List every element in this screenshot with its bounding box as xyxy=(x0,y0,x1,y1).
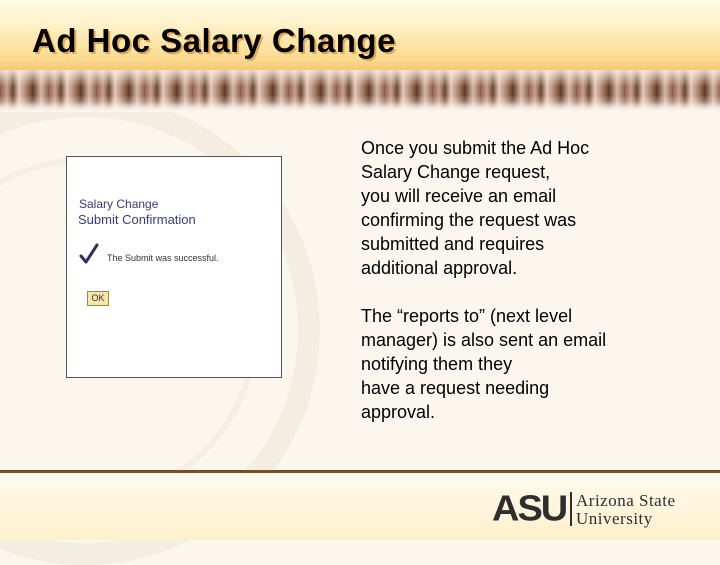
asu-logo-wordmark xyxy=(576,492,676,528)
body-paragraph-manager-notification: The “reports to” (next level manager) is also sent an email notifying them they have a request needing approval. xyxy=(361,306,607,422)
checkmark-icon xyxy=(79,243,99,265)
screenshot-subheading: Submit Confirmation xyxy=(78,212,196,227)
asu-logo-divider xyxy=(570,492,572,526)
slide-body xyxy=(361,136,681,424)
campus-photo-strip xyxy=(0,70,720,112)
photo-strip-fade xyxy=(0,102,720,112)
screenshot-heading: Salary Change xyxy=(79,197,159,211)
ok-button[interactable]: OK xyxy=(87,291,109,306)
asu-logo-mark: ASU xyxy=(492,489,567,529)
asu-logo-line-2: University xyxy=(576,509,653,528)
success-message: The Submit was successful. xyxy=(107,253,219,263)
asu-logo-line-1: Arizona State xyxy=(576,491,676,510)
body-paragraph-email-confirmation: Once you submit the Ad Hoc Salary Change request, you will receive an email confirming the request was submitted and requires additional approval. xyxy=(361,138,590,278)
confirmation-screenshot xyxy=(66,156,282,378)
slide-header xyxy=(0,0,720,80)
slide-title: Ad Hoc Salary Change xyxy=(32,22,396,59)
